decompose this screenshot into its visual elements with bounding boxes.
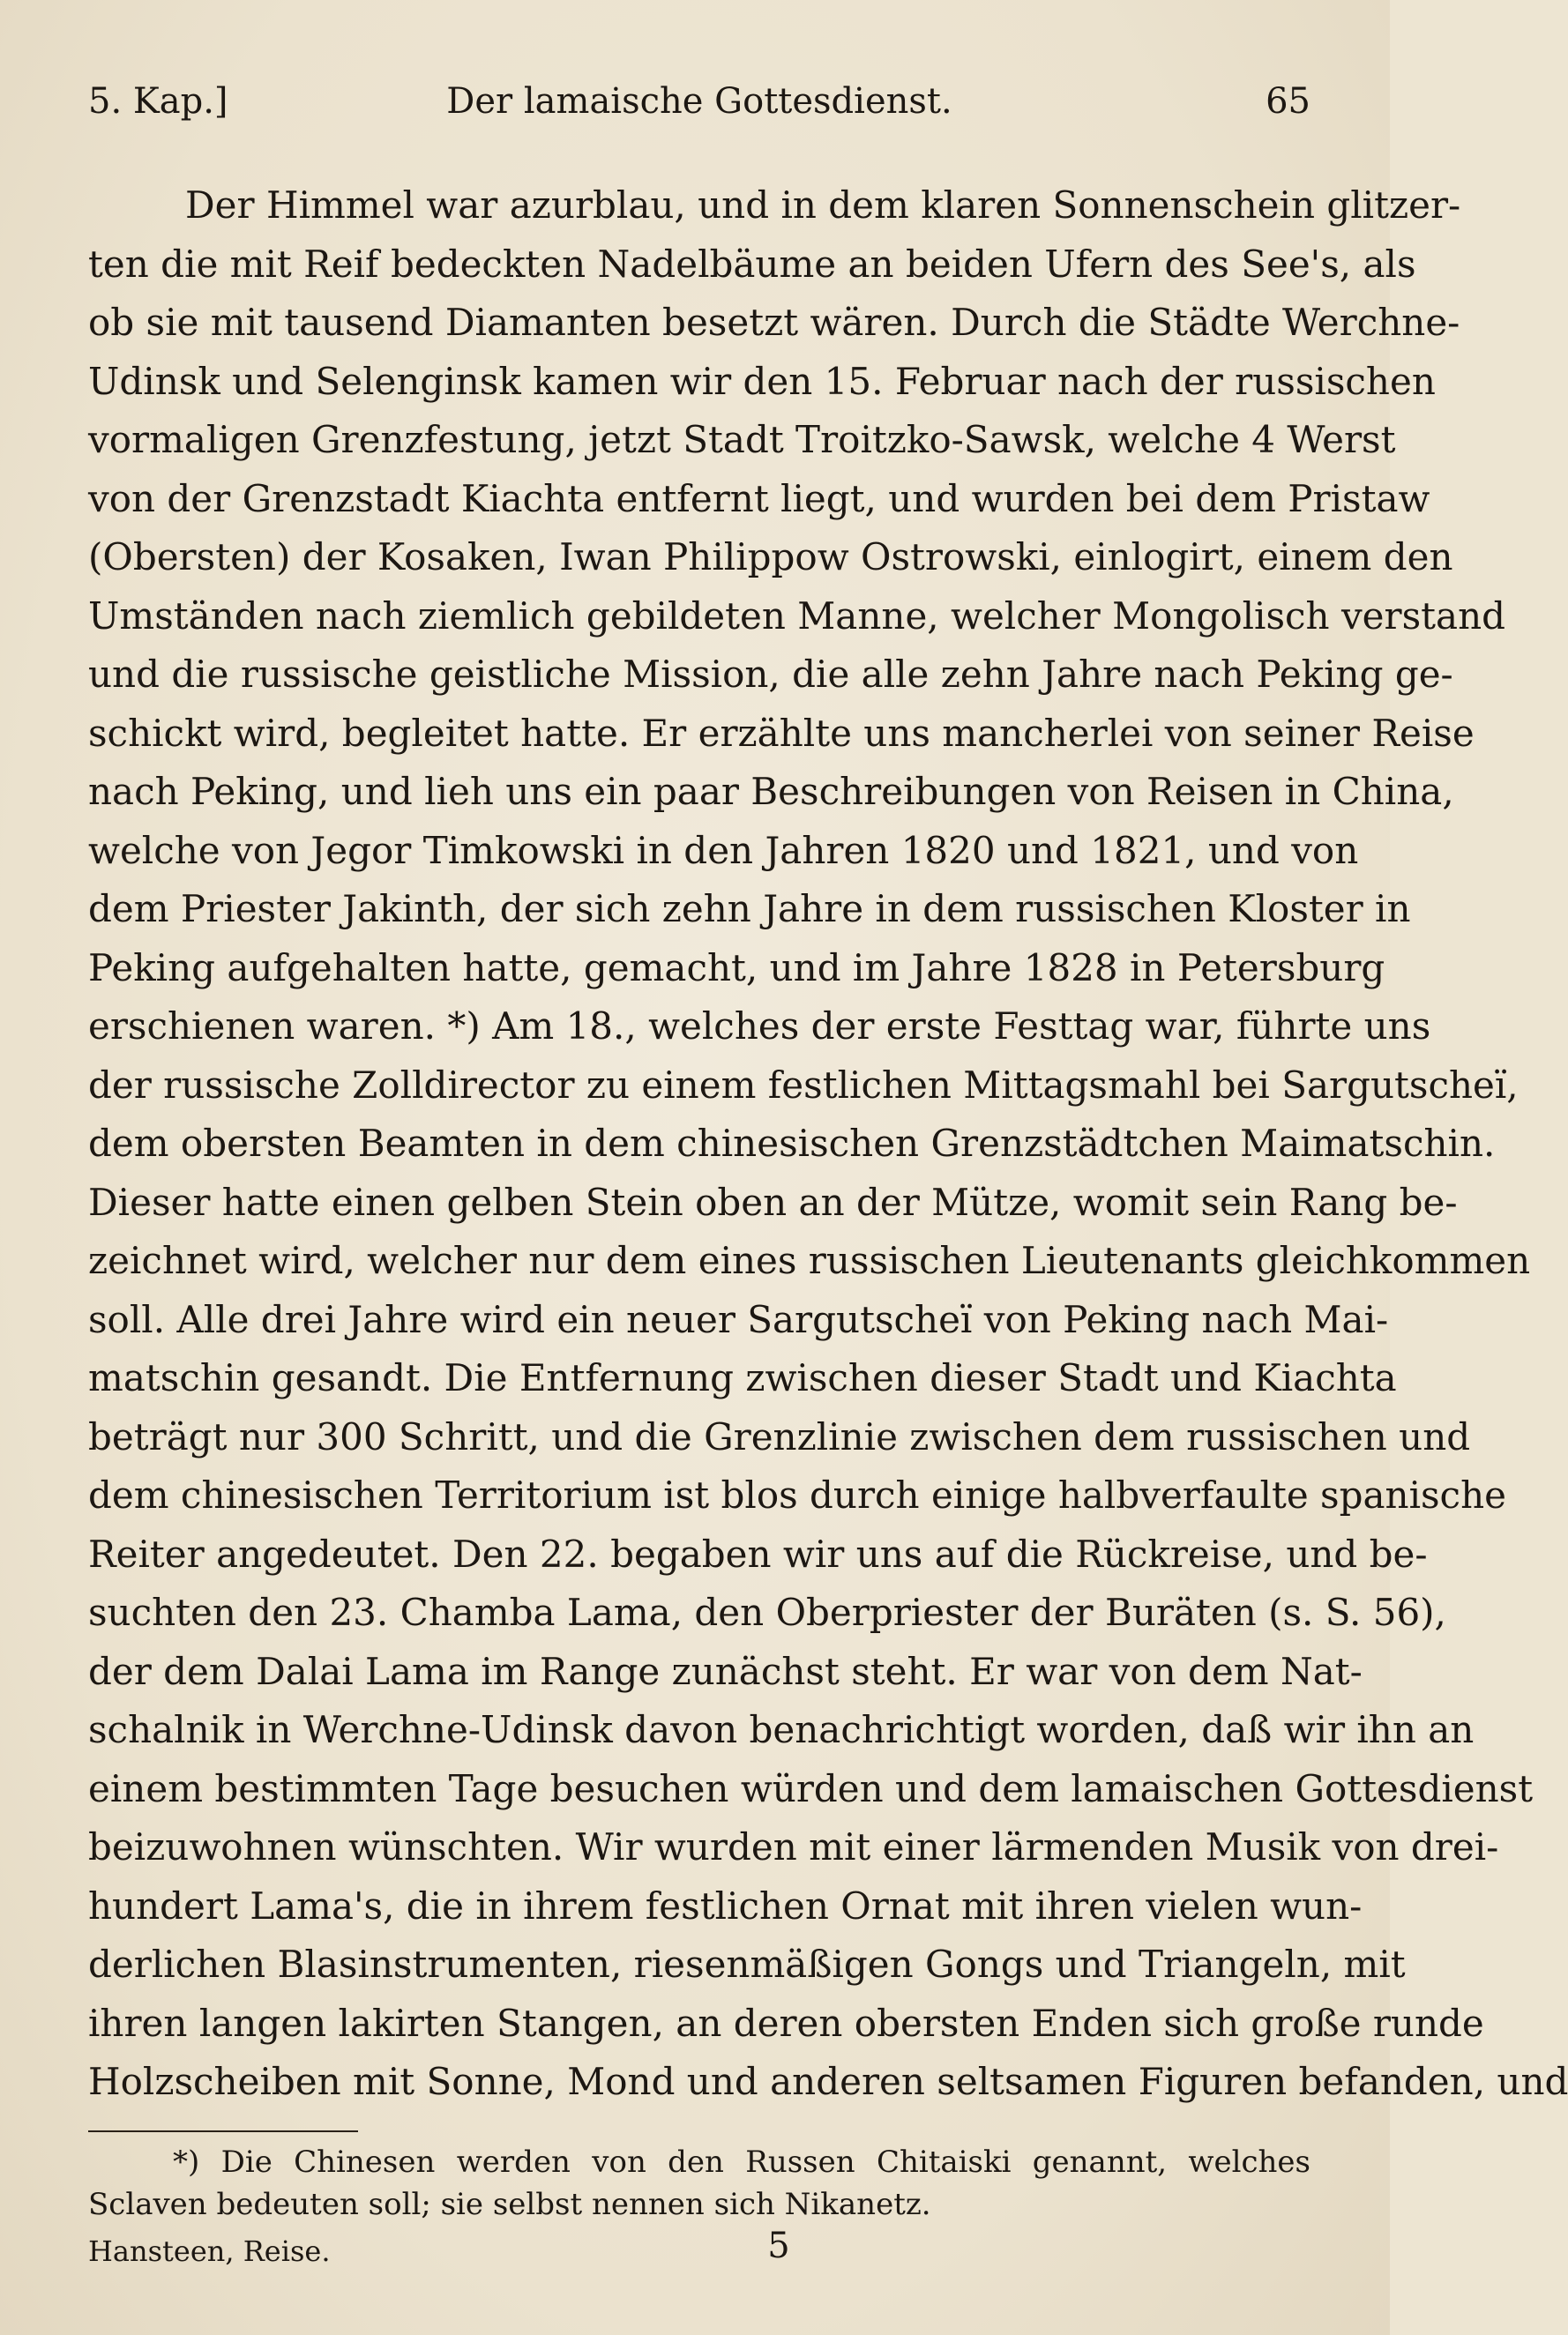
- text-line: (Obersten) der Kosaken, Iwan Philippow Ostrowski, einlogirt, einem den: [88, 535, 1453, 578]
- text-line: welche von Jegor Timkowski in den Jahren 1820 und 1821, und von: [88, 828, 1359, 872]
- text-line: ten die mit Reif bedeckten Nadelbäume an beiden Ufern des See's, als: [88, 242, 1416, 286]
- text-line: nach Peking, und lieh uns ein paar Beschreibungen von Reisen in China,: [88, 770, 1454, 813]
- text-line: schalnik in Werchne-Udinsk davon benachrichtigt worden, daß wir ihn an: [88, 1708, 1475, 1751]
- text-line: von der Grenzstadt Kiachta entfernt liegt, und wurden bei dem Pristaw: [88, 476, 1430, 520]
- text-line: schickt wird, begleitet hatte. Er erzählte uns mancherlei von seiner Reise: [88, 711, 1475, 755]
- footnote-line: *) Die Chinesen werden von den Russen Chitaiski genannt, welches: [173, 2145, 1310, 2180]
- text-line: ob sie mit tausend Diamanten besetzt wären. Durch die Städte Werchne-: [88, 301, 1460, 344]
- sheet-number: 5: [767, 2226, 790, 2266]
- text-line: matschin gesandt. Die Entfernung zwischen dieser Stadt und Kiachta: [88, 1356, 1397, 1399]
- text-line: Holzscheiben mit Sonne, Mond und anderen seltsamen Figuren befanden, und: [88, 2060, 1568, 2103]
- page-number: 65: [1266, 81, 1310, 122]
- text-line: Peking aufgehalten hatte, gemacht, und im Jahre 1828 in Petersburg: [88, 945, 1385, 989]
- text-line: und die russische geistliche Mission, die alle zehn Jahre nach Peking ge-: [88, 653, 1453, 696]
- text-line: der russische Zolldirector zu einem festlichen Mittagsmahl bei Sargutscheï,: [88, 1063, 1519, 1107]
- text-line: beträgt nur 300 Schritt, und die Grenzlinie zwischen dem russischen und: [88, 1414, 1471, 1458]
- page-footer: [88, 2226, 1310, 2279]
- text-line: Der Himmel war azurblau, und in dem klaren Sonnenschein glitzer-: [185, 183, 1461, 227]
- chapter-label: 5. Kap.]: [88, 81, 228, 122]
- running-header: [88, 81, 1310, 143]
- text-line: Udinsk und Selenginsk kamen wir den 15. Februar nach der russischen: [88, 359, 1436, 403]
- text-line: erschienen waren. *) Am 18., welches der erste Festtag war, führte uns: [88, 1004, 1431, 1048]
- text-line: Reiter angedeutet. Den 22. begaben wir uns auf die Rückreise, und be-: [88, 1532, 1428, 1576]
- text-line: dem Priester Jakinth, der sich zehn Jahre in dem russischen Kloster in: [88, 887, 1411, 930]
- text-line: beizuwohnen wünschten. Wir wurden mit einer lärmenden Musik von drei-: [88, 1825, 1499, 1869]
- text-line: dem chinesischen Territorium ist blos durch einige halbverfaulte spanische: [88, 1473, 1506, 1517]
- footnote-line: Sclaven bedeuten soll; sie selbst nennen sich Nikanetz.: [88, 2187, 931, 2222]
- footnote-rule: [88, 2130, 358, 2132]
- text-line: der dem Dalai Lama im Range zunächst steht. Er war von dem Nat-: [88, 1649, 1363, 1693]
- text-line: derlichen Blasinstrumenten, riesenmäßigen Gongs und Triangeln, mit: [88, 1943, 1406, 1986]
- signature-mark: Hansteen, Reise.: [88, 2234, 331, 2268]
- footnote: [88, 2141, 1310, 2226]
- text-line: soll. Alle drei Jahre wird ein neuer Sargutscheï von Peking nach Mai-: [88, 1297, 1389, 1341]
- text-line: vormaligen Grenzfestung, jetzt Stadt Troitzko-Sawsk, welche 4 Werst: [88, 418, 1396, 461]
- text-line: zeichnet wird, welcher nur dem eines russischen Lieutenants gleichkommen: [88, 1239, 1531, 1282]
- text-line: suchten den 23. Chamba Lama, den Oberpriester der Buräten (s. S. 56),: [88, 1591, 1446, 1634]
- text-line: ihren langen lakirten Stangen, an deren obersten Enden sich große runde: [88, 2001, 1484, 2045]
- text-line: Umständen nach ziemlich gebildeten Manne, welcher Mongolisch verstand: [88, 593, 1506, 638]
- text-line: dem obersten Beamten in dem chinesischen Grenzstädtchen Maimatschin.: [88, 1122, 1496, 1165]
- text-line: hundert Lama's, die in ihrem festlichen Ornat mit ihren vielen wun-: [88, 1884, 1363, 1928]
- running-title: Der lamaische Gottesdienst.: [446, 81, 952, 122]
- body-text: [88, 176, 1568, 2112]
- text-line: Dieser hatte einen gelben Stein oben an der Mütze, womit sein Rang be-: [88, 1180, 1458, 1224]
- text-line: einem bestimmten Tage besuchen würden und dem lamaischen Gottesdienst: [88, 1766, 1534, 1810]
